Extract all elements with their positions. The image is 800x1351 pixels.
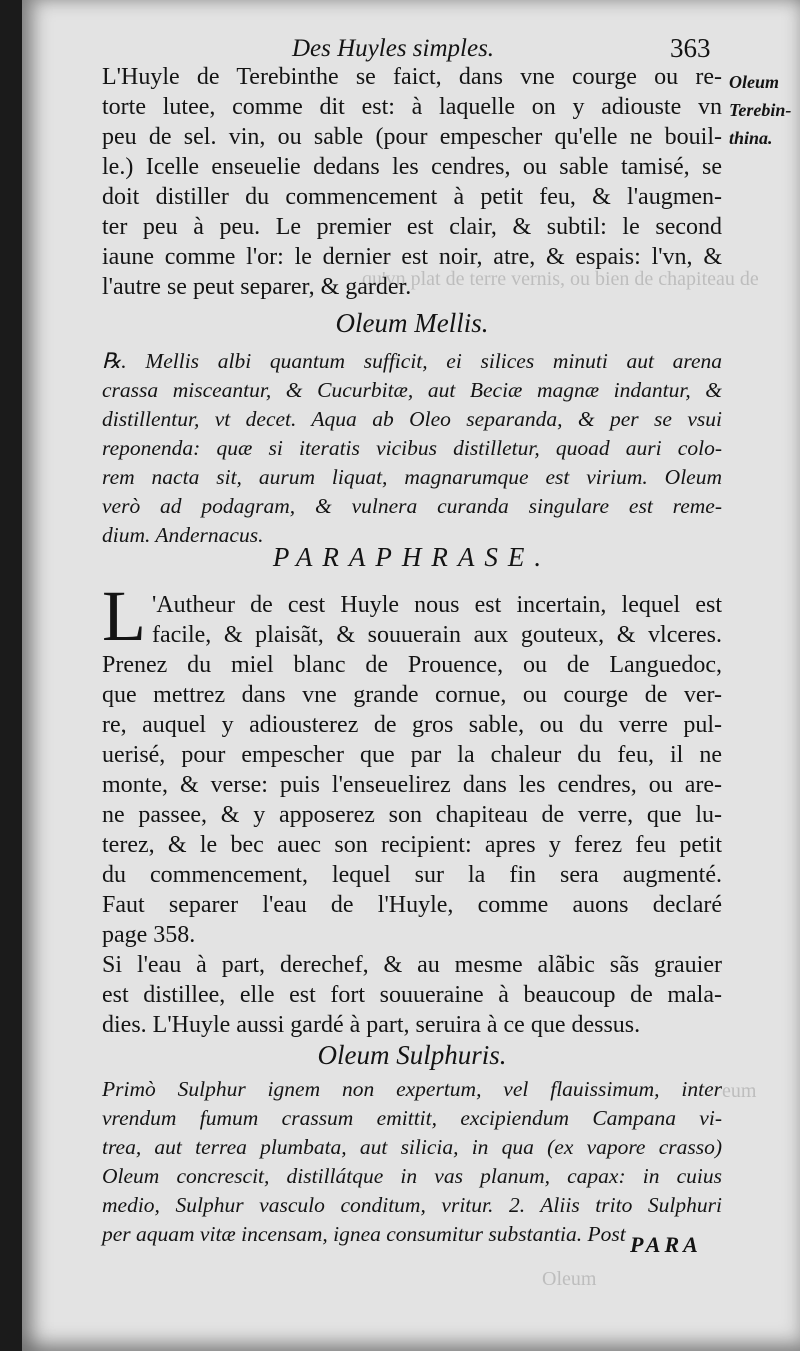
running-header: Des Huyles simples.: [292, 35, 495, 62]
text-line: peu de sel. vin, ou sable (pour empescher qu'elle ne bouil-: [102, 124, 722, 150]
section-heading: Oleum Mellis.: [335, 308, 489, 338]
bleed-through-text: qu'vn plat de terre vernis, ou bien de chapiteau de: [362, 268, 759, 290]
text-line: uerisé, pour empescher que par la chaleur du feu, il ne: [102, 742, 722, 768]
text-line: page 358.: [102, 922, 196, 948]
latin-line: distillentur, vt decet. Aqua ab Oleo separanda, & per se vsui: [102, 407, 722, 431]
text-line: terez, & le bec auec son recipient: apres y ferez feu petit: [102, 832, 722, 858]
text-line: torte lutee, comme dit est: à laquelle on y adiouste vn: [102, 94, 722, 120]
text-line: du commencement, lequel sur la fin sera augmenté.: [102, 862, 722, 888]
latin-line: rem nacta sit, aurum liquat, magnarumque est virium. Oleum: [102, 465, 722, 489]
text-line: facile, & plaisãt, & souuerain aux gouteux, & vlceres.: [152, 622, 722, 648]
text-line: doit distiller du commencement à petit feu, & l'augmen-: [102, 184, 722, 210]
text-line: que mettrez dans vne grande cornue, ou courge de ver-: [102, 682, 722, 708]
drop-cap: L: [102, 576, 146, 656]
text-line: est distillee, elle est fort souueraine à beaucoup de mala-: [102, 982, 722, 1008]
latin-line: reponenda: quæ si iteratis vicibus distilletur, quoad auri colo-: [102, 436, 722, 460]
text-line: L'Huyle de Terebinthe se faict, dans vne courge ou re-: [102, 64, 722, 90]
text-line: Si l'eau à part, derechef, & au mesme alãbic sãs grauier: [102, 952, 722, 978]
latin-line: crassa misceantur, & Cucurbitæ, aut Beciæ magnæ indantur, &: [102, 378, 722, 402]
text-line: ne passee, & y apposerez son chapiteau de verre, que lu-: [102, 802, 722, 828]
margin-note-line: Oleum: [729, 72, 780, 92]
book-page: [22, 0, 800, 1351]
latin-line: verò ad podagram, & vulnera curanda singulare est reme-: [102, 494, 722, 518]
text-line: iaune comme l'or: le dernier est noir, atre, & espais: l'vn, &: [102, 244, 722, 270]
bleed-through-text: eum: [722, 1080, 757, 1102]
text-line: dies. L'Huyle aussi gardé à part, seruira à ce que dessus.: [102, 1012, 641, 1038]
text-line: l'autre se peut separer, & garder.: [102, 274, 412, 300]
latin-line: Primò Sulphur ignem non expertum, vel flauissimum, inter: [102, 1077, 722, 1101]
catchword: PARA: [630, 1232, 702, 1257]
latin-line: ℞. Mellis albi quantum sufficit, ei silices minuti aut arena: [102, 349, 722, 373]
bleed-through-text: Oleum: [542, 1268, 597, 1290]
text-line: le.) Icelle enseuelie dedans les cendres, ou sable tamisé, se: [102, 154, 722, 180]
latin-line: dium. Andernacus.: [102, 523, 264, 547]
text-line: ter peu à peu. Le premier est clair, & subtil: le second: [102, 214, 722, 240]
text-line: 'Autheur de cest Huyle nous est incertain, lequel est: [152, 592, 722, 618]
latin-line: per aquam vitæ incensam, ignea consumitur substantia. Post: [102, 1222, 626, 1246]
section-heading: PARAPHRASE.: [272, 542, 552, 572]
margin-note-line: Terebin-: [729, 100, 792, 120]
page-number: 363: [670, 33, 711, 63]
margin-note-line: thina.: [729, 128, 773, 148]
latin-line: trea, aut terrea plumbata, aut silicia, in qua (ex vapore crasso): [102, 1135, 722, 1159]
latin-line: medio, Sulphur vasculo conditum, vritur. 2. Aliis trito Sulphuri: [102, 1193, 722, 1217]
text-line: monte, & verse: puis l'enseuelirez dans les cendres, ou are-: [102, 772, 722, 798]
latin-line: vrendum fumum crassum emittit, excipiendum Campana vi-: [102, 1106, 722, 1130]
text-line: Prenez du miel blanc de Prouence, ou de Languedoc,: [102, 652, 722, 678]
text-line: Faut separer l'eau de l'Huyle, comme auons declaré: [102, 892, 722, 918]
latin-line: Oleum concrescit, distillátque in vas planum, capax: in cuius: [102, 1164, 722, 1188]
text-line: re, auquel y adiousterez de gros sable, ou du verre pul-: [102, 712, 722, 738]
section-heading: Oleum Sulphuris.: [317, 1040, 507, 1070]
